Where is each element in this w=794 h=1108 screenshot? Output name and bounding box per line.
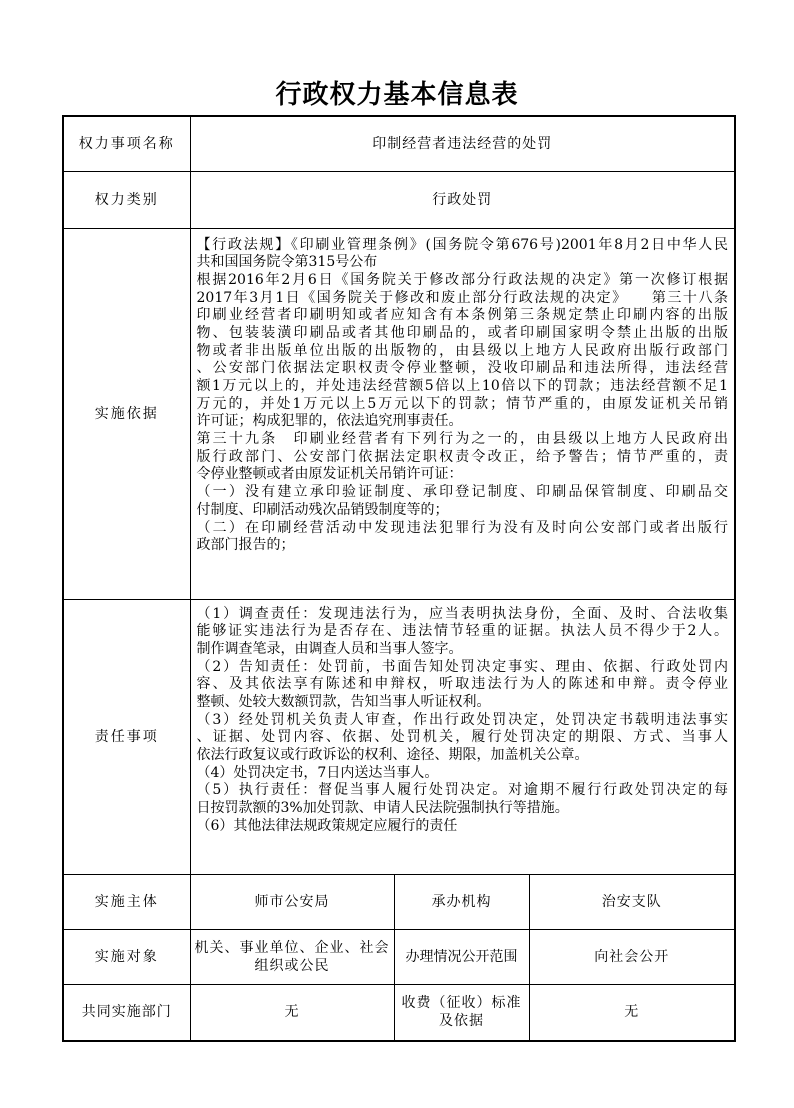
row-target [63,929,735,984]
text-line: 、公安部门依据法定职权责令停业整顿，没收印刷品和违法所得，违法经营 [196,360,729,377]
value-disclosure-scope: 向社会公开 [529,929,735,984]
text-line: （2）告知责任：处罚前，书面告知处罚决定事实、理由、依据、行政处罚内 [196,658,729,675]
text-line: （二）在印刷经营活动中发现违法犯罪行为没有及时向公安部门或者出版行 [196,519,729,536]
text-line: 整顿、处较大数额罚款，告知当事人听证权利。 [196,693,491,710]
value-name: 印制经营者违法经营的处罚 [190,116,735,171]
text-line: 制作调查笔录，由调查人员和当事人签字。 [196,640,463,657]
text-line: 【行政法规】《印刷业管理条例》(国务院令第676号)2001年8月2日中华人民 [196,236,729,253]
value-handling-agency: 治安支队 [529,874,735,929]
text-line: （一）没有建立承印验证制度、承印登记制度、印刷品保管制度、印刷品交 [196,484,729,501]
text-line: 政部门报告的； [196,537,295,554]
text-line: 额1万元以上的，并处违法经营额5倍以上10倍以下的罚款；违法经营额不足1 [196,378,729,394]
label-name: 权力事项名称 [63,116,190,171]
text-line: （5）执行责任：督促当事人履行处罚决定。对逾期不履行行政处罚决定的每 [196,782,729,799]
text-line: （4）处罚决定书，7日内送达当事人。 [196,764,439,781]
text-line: 、证据、处罚内容、依据、处罚机关，履行处罚决定的期限、方式、当事人 [196,729,729,746]
info-table [62,115,736,1042]
text-line: 许可证；构成犯罪的，依法追究刑事责任。 [196,413,463,430]
label-joint: 共同实施部门 [63,984,190,1041]
row-basis [63,228,735,599]
text-line: 物、包装装潢印刷品或者其他印刷品的，或者印刷国家明令禁止出版的出版 [196,324,729,341]
row-subject [63,874,735,929]
text-line: 第三十九条 印刷业经营者有下列行为之一的，由县级以上地方人民政府出 [196,431,729,448]
label-basis: 实施依据 [63,228,190,599]
text-line: 版行政部门、公安部门依据法定职权责令改正，给予警告；情节严重的，责 [196,448,729,465]
text-line: （1）调查责任：发现违法行为，应当表明执法身份，全面、及时、合法收集 [196,605,729,622]
value-category: 行政处罚 [190,171,735,228]
text-line: （6）其他法律法规政策规定应履行的责任 [196,817,458,834]
row-name [63,116,735,171]
text-line: 依法行政复议或行政诉讼的权利、途径、期限，加盖机关公章。 [196,747,589,763]
text-line: 根据2016年2月6日《国务院关于修改部分行政法规的决定》第一次修订根据 [196,271,729,288]
label-responsibility: 责任事项 [63,599,190,874]
row-joint [63,984,735,1041]
label-disclosure-scope: 办理情况公开范围 [394,929,529,984]
value-basis [190,228,735,599]
text-line: 令停业整顿或者由原发证机关吊销许可证： [196,466,463,483]
value-joint: 无 [190,984,394,1041]
page-title: 行政权力基本信息表 [275,80,519,110]
text-line: 万元的，并处1万元以上5万元以下的罚款；情节严重的，由原发证机关吊销 [196,395,729,412]
text-line: 付制度、印刷活动残次品销毁制度等的； [196,501,449,518]
label-subject: 实施主体 [63,874,190,929]
value-fee-standard: 无 [529,984,735,1041]
text-line: 日按罚款额的3%加处罚款、申请人民法院强制执行等措施。 [196,800,569,817]
text-line: 2017年3月1日《国务院关于修改和废止部分行政法规的决定》 第三十八条 [196,289,729,306]
value-subject: 师市公安局 [190,874,394,929]
row-category [63,171,735,228]
row-responsibility [63,599,735,874]
label-fee-standard: 收费（征收）标准及依据 [394,984,529,1041]
label-category: 权力类别 [63,171,190,228]
label-target: 实施对象 [63,929,190,984]
text-line: 印刷业经营者印刷明知或者应知含有本条例第三条规定禁止印刷内容的出版 [196,307,729,324]
text-line: 共和国国务院令第315号公布 [196,254,378,271]
text-line: 物或者非出版单位出版的出版物的，由县级以上地方人民政府出版行政部门 [196,342,729,359]
label-handling-agency: 承办机构 [394,874,529,929]
value-target: 机关、事业单位、企业、社会组织或公民 [190,929,394,984]
text-line: （3）经处罚机关负责人审查，作出行政处罚决定，处罚决定书载明违法事实 [196,711,729,728]
text-line: 能够证实违法行为是否存在、违法情节轻重的证据。执法人员不得少于2人。 [196,623,729,640]
text-line: 容、及其依法享有陈述和申辩权，听取违法行为人的陈述和申辩。责令停业 [196,676,729,693]
value-responsibility [190,599,735,874]
